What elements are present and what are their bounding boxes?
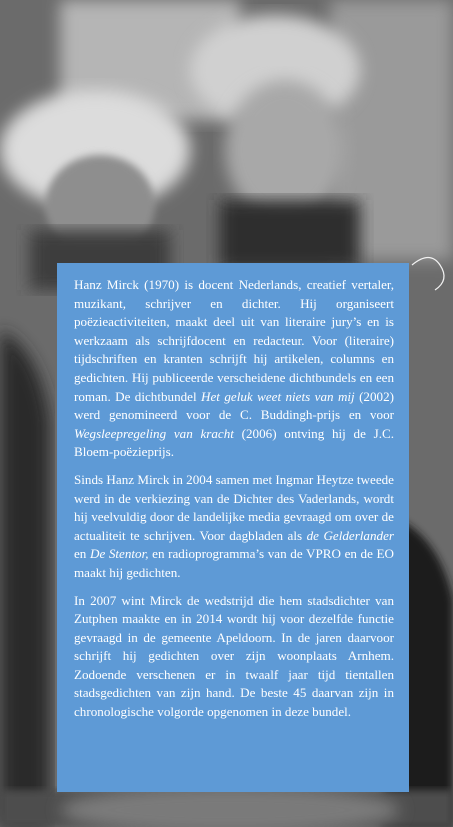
bio-paragraph-2 [74, 471, 394, 583]
bio-paragraph-1-text-a: Hanz Mirck (1970) is docent Nederlands, creatief vertaler, muzikant, schrijver en dichter. Hij organiseert poëzieactiviteiten, maakt deel uit van literaire jury’s en is werkzaam als schrijfdocent en redacteur. Voor (literaire) tijdschriften en kranten schrijft hij artikelen, columns en gedichten. Hij publiceerde verscheidene dichtbundels en een roman. De dichtbundel [74, 277, 394, 404]
bio-paragraph-1-text-c: (2006) ontving hij de J.C. Bloem-poëzieprijs. [74, 425, 394, 460]
book-title-het-geluk: Het geluk weet niets van mij [201, 388, 355, 404]
bio-paragraph-2-text-c: en radioprogramma’s van de VPRO en de EO maakt hij gedichten. [74, 546, 394, 580]
book-title-wegsleepregeling: Wegsleepregeling van kracht [74, 425, 234, 441]
bio-paragraph-2-text-a: Sinds Hanz Mirck in 2004 samen met Ingmar Heytze tweede werd in de verkiezing van de Dichter des Vaderlands, wordt hij veelvuldig door de landelijke media gevraagd om over de actualiteit te schrijven. Voor dagbladen als [74, 471, 394, 543]
author-bio-box [57, 263, 409, 792]
newspaper-title-gelderlander: de Gelderlander [306, 527, 394, 543]
bio-paragraph-1-text-b: (2002) werd genomineerd voor de C. Buddingh-prijs en voor [74, 388, 394, 423]
newspaper-title-stentor: De Stentor, [89, 546, 149, 562]
bio-paragraph-3: In 2007 wint Mirck de wedstrijd die hem stadsdichter van Zutphen maakte en in 2014 wordt hij voor dezelfde functie gevraagd in de gemeente Apeldoorn. In de jaren daarvoor schrijft hij gedichten over zijn woonplaats Arnhem. Zodoende verschenen er in twaalf jaar tijd tientallen stadsgedichten van zijn hand. De beste 45 daarvan zijn in chronologische volgorde opgenomen in deze bundel. [74, 592, 394, 720]
bio-paragraph-1 [74, 276, 394, 462]
bio-paragraph-2-text-b: en [74, 546, 90, 562]
